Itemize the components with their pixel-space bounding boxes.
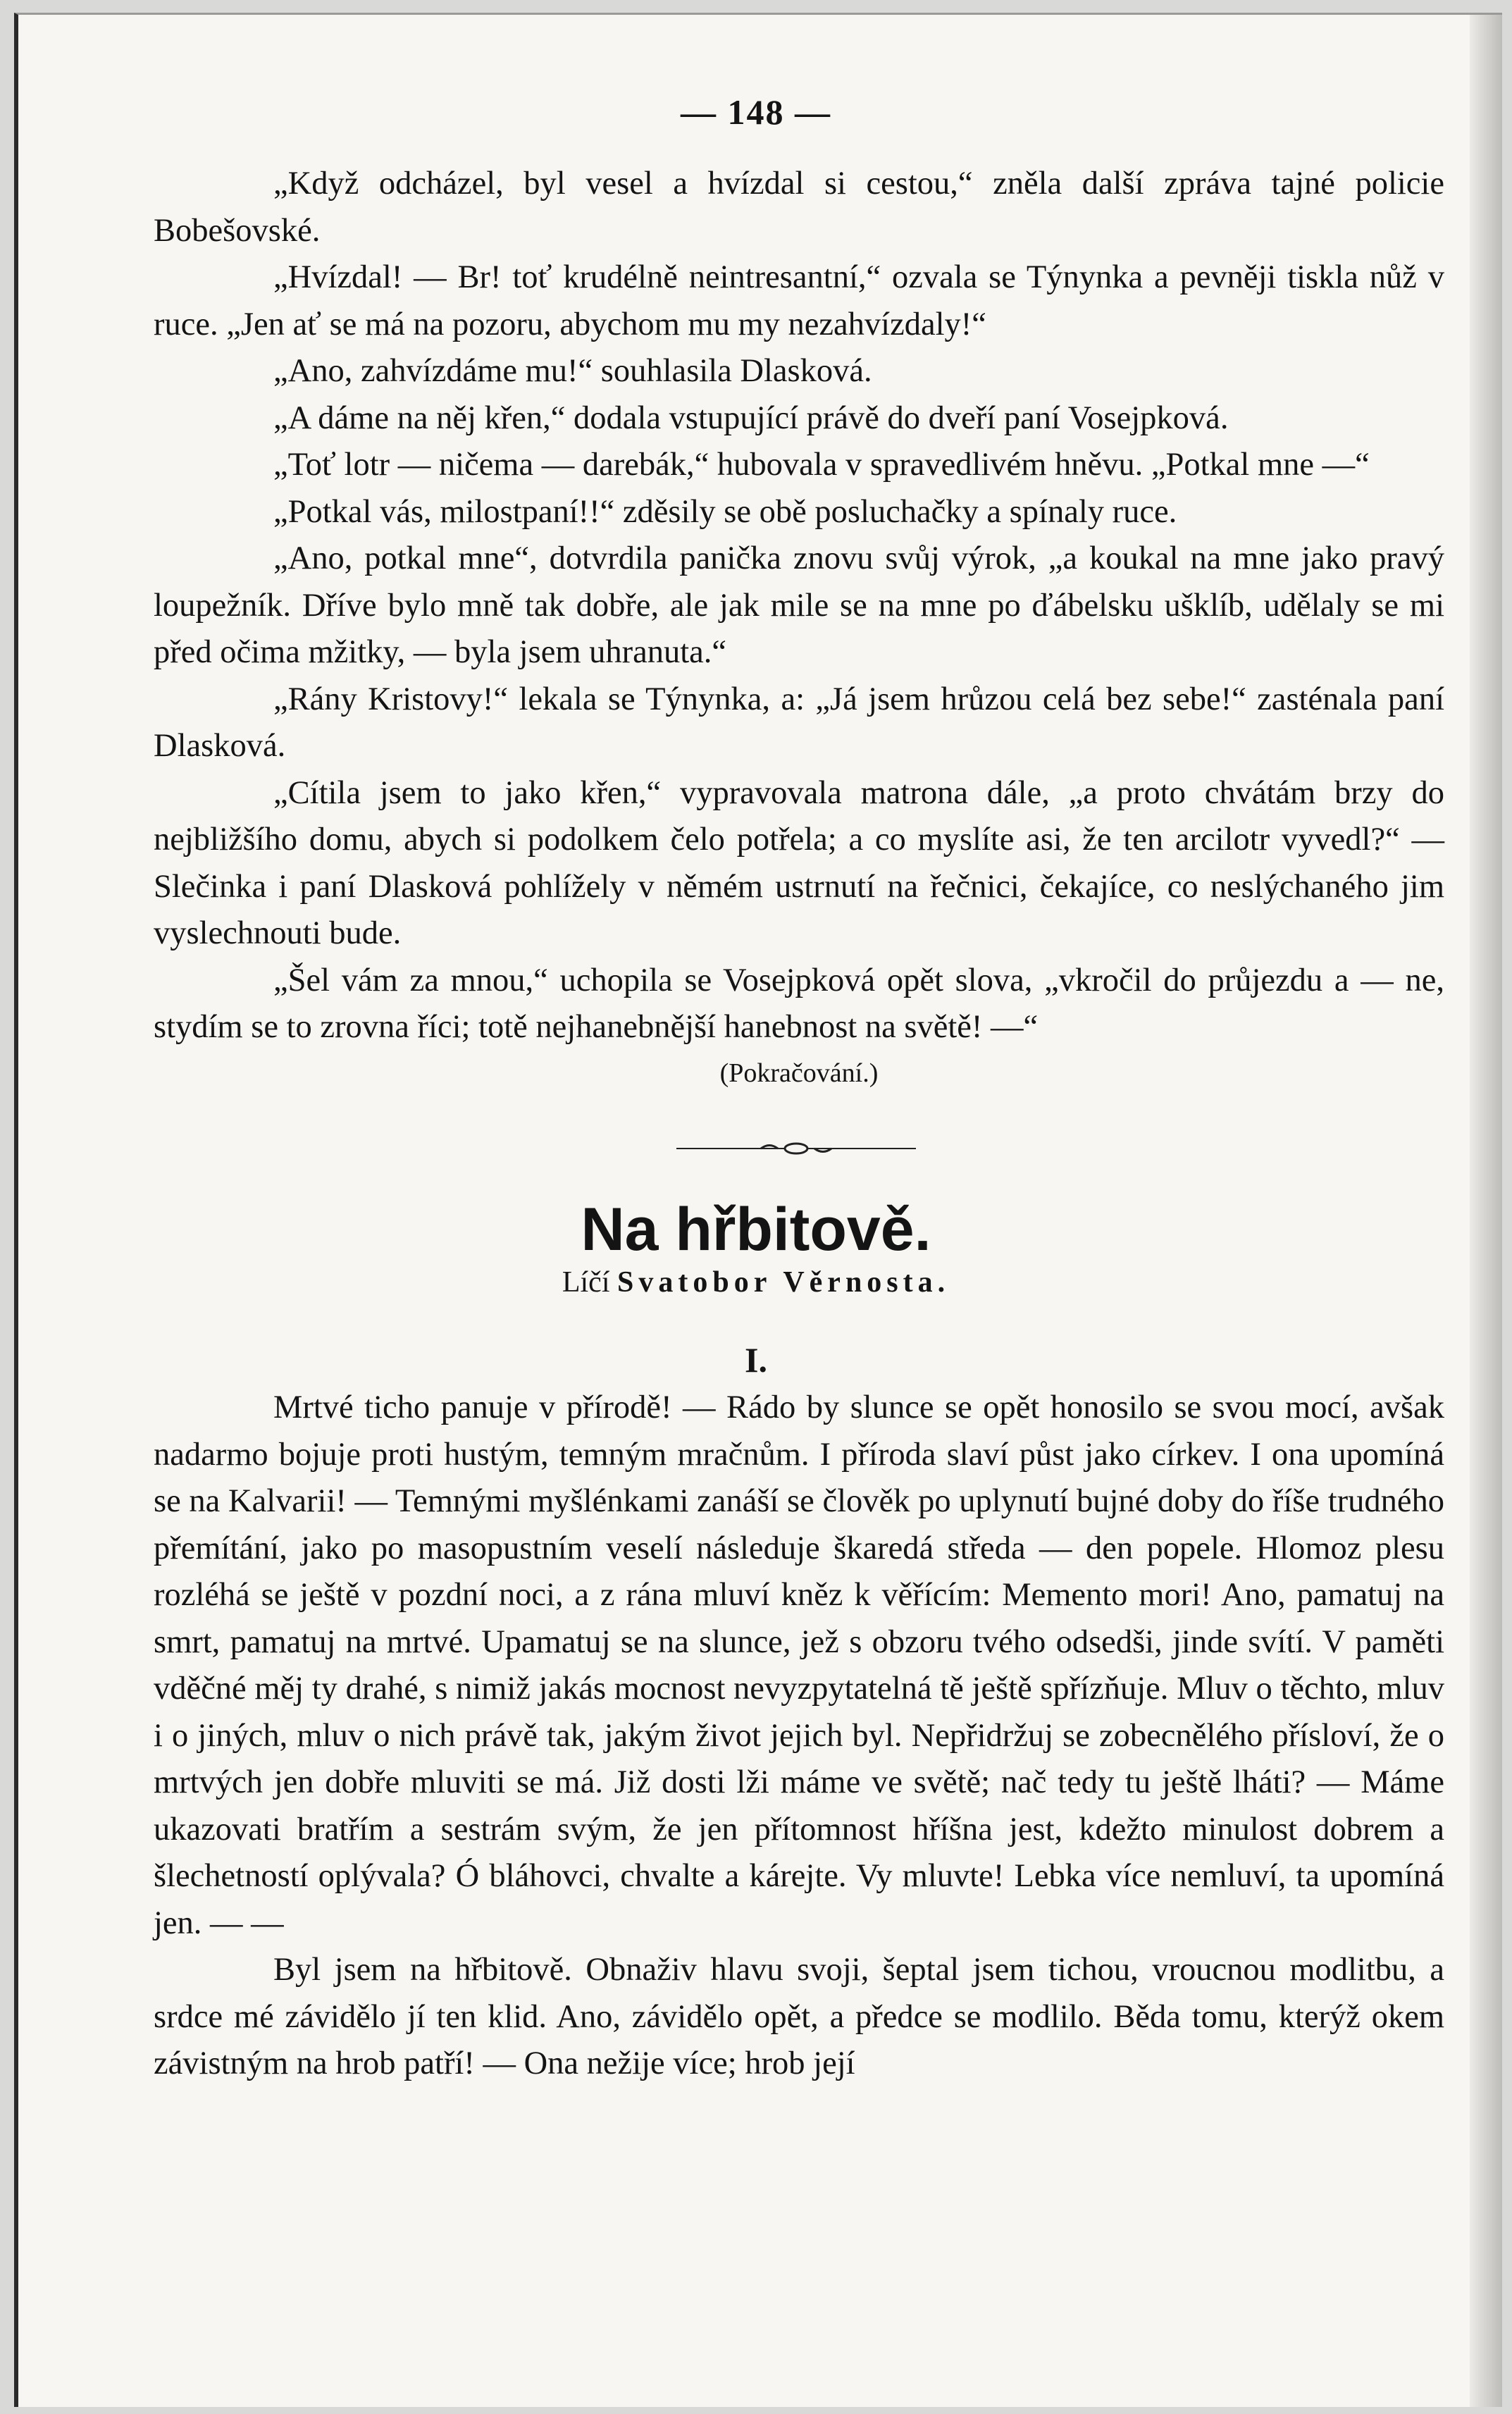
story2-text bbox=[154, 1385, 1444, 2088]
article-title: Na hřbitově. bbox=[581, 1196, 931, 1263]
story1-paragraph: „Ano, potkal mne“, dotvrdila panička znovu svůj výrok, „a koukal na mne jako pravý loupežník. Dříve bylo mně tak dobře, ale jak mile se na mne po ďábelsku ušklíb, udělaly se mi před očima mžitky, — byla jsem uhranuta.“ bbox=[154, 540, 1444, 670]
author-name: Svatobor Věrnosta. bbox=[617, 1266, 950, 1299]
story1-paragraph: „Rány Kristovy!“ lekala se Týnynka, a: „Já jsem hrůzou celá bez sebe!“ zasténala paní Dlasková. bbox=[154, 681, 1444, 764]
byline-prefix: Líčí bbox=[562, 1266, 610, 1299]
story1-paragraph: „Cítila jsem to jako křen,“ vypravovala matrona dále, „a proto chvátám brzy do nejbližšího domu, abych si podolkem čelo potřela; a co myslíte asi, že ten arcilotr vyvedl?“ — Slečinka i paní Dlasková pohlížely v němém ustrnutí na řečnici, čekajíce, co neslýchaného jim vyslechnouti bude. bbox=[154, 774, 1444, 951]
byline bbox=[0, 1261, 1512, 1304]
story1-paragraph: „Ano, zahvízdáme mu!“ souhlasila Dlasková. bbox=[273, 353, 872, 389]
story1-paragraph: „Když odcházel, byl vesel a hvízdal si cestou,“ zněla další zpráva tajné policie Bobešovské. bbox=[154, 166, 1444, 249]
story2-paragraph: Mrtvé ticho panuje v přírodě! — Rádo by slunce se opět honosilo se svou mocí, avšak nadarmo bojuje proti hustým, temným mračnům. I příroda slaví půst jako církev. I ona upomíná se na Kalvarii! — Temnými myšlénkami zanáší se člověk po uplynutí bujné doby do říše trudného přemítání, jako po masopustním veselí následuje škaredá středa — den popele. Hlomoz plesu rozléhá se ještě v pozdní noci, a z rána mluví kněz k věřícím: Memento mori! Ano, pamatuj na smrt, pamatuj na mrtvé. Upamatuj se na slunce, jež s obzoru tvého odsedši, jinde svítí. V paměti vděčné měj ty drahé, s nimiž jakás mocnost nevyzpytatelná tě ještě spřízňuje. Mluv o těchto, mluv i o jiných, mluv o nich právě tak, jakým život jejich byl. Nepřidržuj se zobecnělého přísloví, že o mrtvých jen dobře mluviti se má. Již dosti lži máme ve světě; nač tedy tu ještě lháti? — Máme ukazovati bratřím a sestrám svým, že jen přítomnost hříšna jest, kdežto minulost dobrem a šlechetností oplývala? Ó bláhovci, chvalte a kárejte. Vy mluvte! Lebka více nemluví, ta upomíná jen. — — bbox=[154, 1389, 1444, 1941]
section-number: I. bbox=[745, 1340, 767, 1380]
story1-paragraph: „Toť lotr — ničema — darebák,“ hubovala v spravedlivém hněvu. „Potkal mne —“ bbox=[273, 447, 1370, 483]
story1-paragraph: „Šel vám za mnou,“ uchopila se Vosejpková opět slova, „vkročil do průjezdu a — ne, stydím se to zrovna říci; totě nejhanebnější hanebnost na světě! —“ bbox=[154, 962, 1444, 1045]
story2-paragraph: Byl jsem na hřbitově. Obnaživ hlavu svoji, šeptal jsem tichou, vroucnou modlitbu, a srdce mé závidělo jí ten klid. Ano, závidělo opět, a předce se modlilo. Běda tomu, kterýž okem závistným na hrob patří! — Ona nežije více; hrob její bbox=[154, 1952, 1444, 2081]
continued-note: (Pokračování.) bbox=[719, 1058, 879, 1088]
story1-paragraph: „Potkal vás, milostpaní!!“ zděsily se obě posluchačky a spínaly ruce. bbox=[273, 493, 1177, 530]
story1-paragraph: „A dáme na něj křen,“ dodala vstupující právě do dveří paní Vosejpková. bbox=[273, 400, 1229, 436]
ornamental-divider bbox=[676, 1141, 916, 1156]
story1-text bbox=[154, 161, 1444, 1094]
page-number: — 148 — bbox=[681, 92, 831, 132]
story1-paragraph: „Hvízdal! — Br! toť krudélně neintresantní,“ ozvala se Týnynka a pevněji tiskla nůž v ruce. „Jen ať se má na pozoru, abychom mu my nezahvízdaly!“ bbox=[154, 259, 1444, 342]
